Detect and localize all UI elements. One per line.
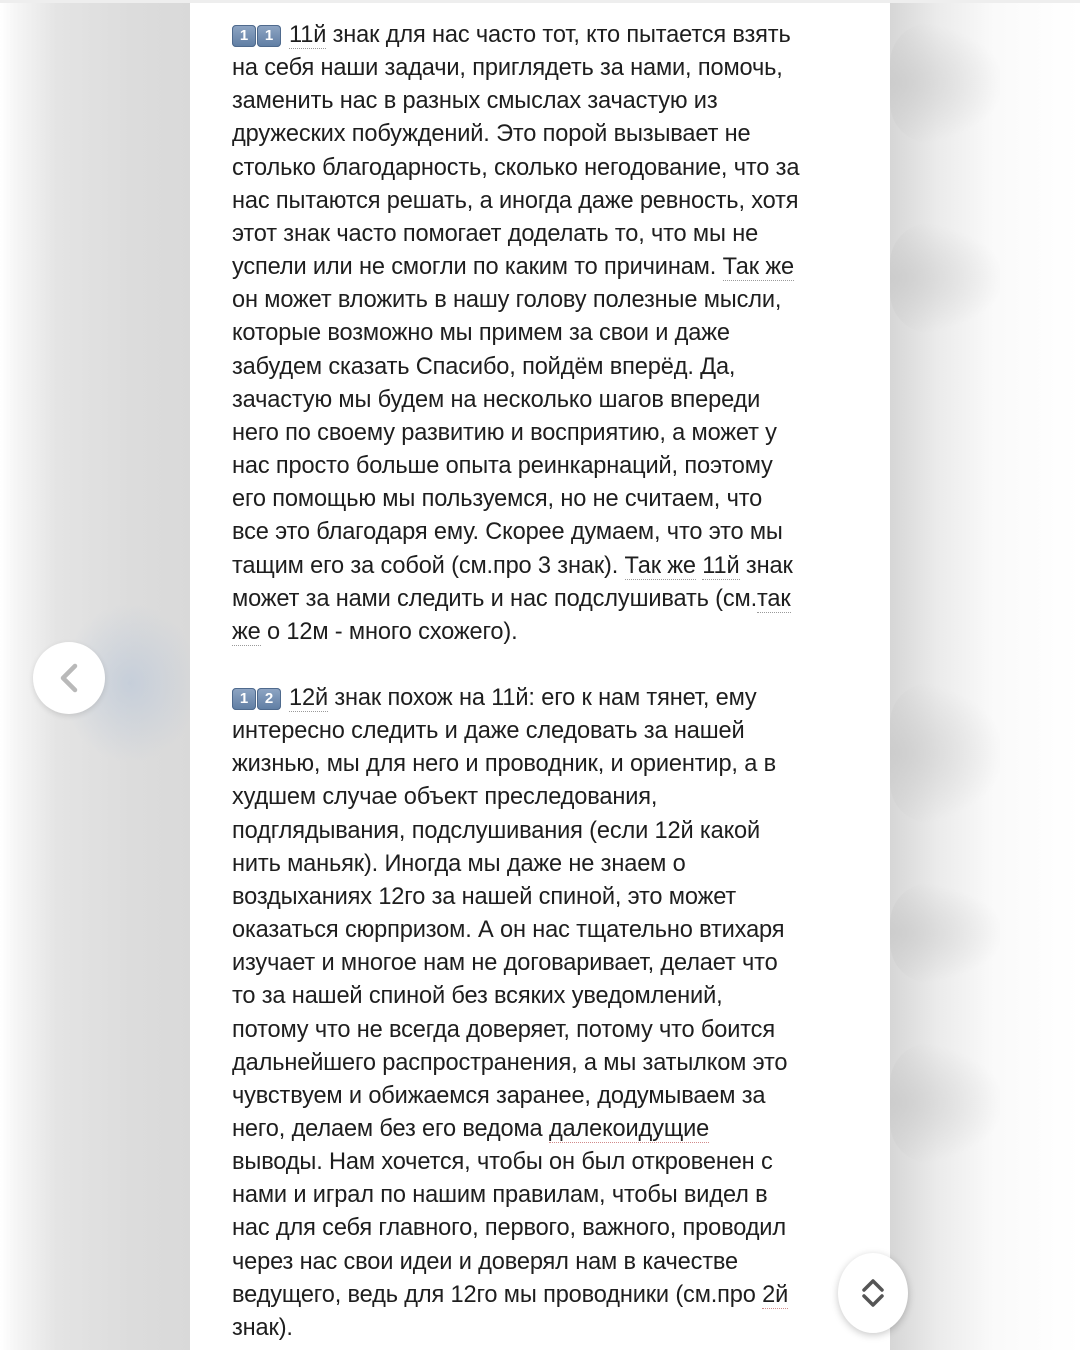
document-content [232, 19, 852, 1350]
paragraph-sign-12 [232, 682, 852, 1345]
text-line: него по своему развитию и восприятию, а может у [232, 419, 777, 446]
text-line: нас пытаются решать, а иногда даже ревность, хотя [232, 187, 799, 214]
underlined-word: 12й [289, 684, 328, 711]
blurred-shape [890, 683, 1000, 823]
chevron-up-icon[interactable] [861, 1278, 885, 1292]
paragraph-sign-11 [232, 19, 852, 649]
chevron-down-icon[interactable] [861, 1294, 885, 1308]
text-line: может за нами следить и нас подслушивать (см.так [232, 585, 791, 612]
text-line: оказаться сюрпризом. А он нас тщательно втихаря [232, 917, 785, 944]
text-line: забудем сказать Спасибо, пойдём вперёд. Да, [232, 353, 736, 380]
underlined-word: Так же [624, 552, 696, 579]
text-line: интересно следить и даже следовать за нашей [232, 718, 745, 745]
text-line: все это благодаря ему. Скорее думаем, что это мы [232, 519, 783, 546]
text-line: 1 1 11й знак для нас часто тот, кто пытается взять [232, 19, 852, 52]
text-line: подглядывания, подслушивания (если 12й какой [232, 817, 761, 844]
text-line: через нас свои идеи и доверял нам в качестве [232, 1248, 738, 1275]
underlined-word: так [757, 585, 791, 612]
text-line: нить маньяк). Иногда мы даже не знаем о [232, 850, 686, 877]
keycap-digit-1-icon: 1 [257, 25, 281, 47]
underlined-word: Так же [722, 254, 794, 281]
underlined-word: 11й [289, 22, 327, 48]
scroll-up-down-button[interactable] [838, 1253, 908, 1333]
blurred-shape [890, 883, 1000, 983]
text-line: ведущего, ведь для 12го мы проводники (см.про 2й [232, 1281, 789, 1308]
text-line: него, делаем без его ведома далекоидущие [232, 1116, 710, 1142]
text-line: которые возможно мы примем за свои и даже [232, 320, 730, 347]
text-line: худшем случае объект преследования, [232, 784, 658, 811]
text-line: он может вложить в нашу голову полезные мысли, [232, 287, 782, 314]
text-line: столько благодарность, сколько негодование, что за [232, 154, 800, 181]
blurred-background-right [890, 3, 1080, 1350]
chevron-left-icon [54, 661, 84, 695]
text-line: дружеских побуждений. Это порой вызывает не [232, 121, 751, 148]
text-line: заменить нас в разных смыслах зачастую из [232, 88, 718, 115]
underlined-word: же [232, 618, 261, 645]
previous-slide-button[interactable] [33, 642, 105, 714]
text-line: нас для себя главного, первого, важного, проводил [232, 1215, 786, 1242]
text-line: успели или не смогли по каким то причинам. Так же [232, 254, 794, 281]
text-line: изучает и многое нам не договаривает, делает что [232, 950, 778, 977]
text-line: дальнейшего распространения, а мы затылком это [232, 1049, 788, 1076]
text-line: выводы. Нам хочется, чтобы он был откровенен с [232, 1149, 773, 1176]
text-line: тащим его за собой (см.про 3 знак). Так же 11й знак [232, 552, 793, 579]
keycap-digit-2-icon: 2 [257, 688, 281, 710]
underlined-word: 11й [702, 552, 740, 579]
spellcheck-word: далекоидущие [548, 1116, 710, 1142]
blurred-shape [890, 23, 1000, 143]
text-line: то за нашей спиной без всяких уведомлений, [232, 983, 723, 1010]
text-line: знак). [232, 1314, 293, 1341]
text-line: же о 12м - много схожего). [232, 618, 518, 645]
text-line: воздыханиях 12го за нашей спиной, это может [232, 883, 737, 910]
text-line: жизнью, мы для него и проводник, и ориентир, а в [232, 751, 776, 778]
text-line: чувствуем и обижаемся заранее, додумываем за [232, 1082, 766, 1109]
text-line: его помощью мы пользуемся, но не считаем, что [232, 486, 763, 513]
blurred-shape [890, 223, 1000, 333]
text-line: нас просто больше опыта реинкарнаций, поэтому [232, 453, 773, 480]
keycap-digit-1-icon: 1 [232, 25, 256, 47]
text-line: нами и играл по нашим правилам, чтобы видел в [232, 1182, 768, 1209]
keycap-digit-1-icon: 1 [232, 688, 256, 710]
text-line: этот знак часто помогает доделать то, что мы не [232, 220, 759, 247]
text-document-panel [190, 3, 890, 1350]
text-line: потому что не всегда доверяет, потому что боится [232, 1016, 775, 1043]
text-line: 1 2 12й знак похож на 11й: его к нам тянет, ему [232, 682, 852, 715]
spellcheck-word: 2й [762, 1281, 789, 1308]
text-line: зачастую мы будем на несколько шагов впереди [232, 386, 761, 413]
text-line: на себя наши задачи, приглядеть за нами, помочь, [232, 55, 783, 82]
blurred-shape [890, 1043, 1000, 1163]
